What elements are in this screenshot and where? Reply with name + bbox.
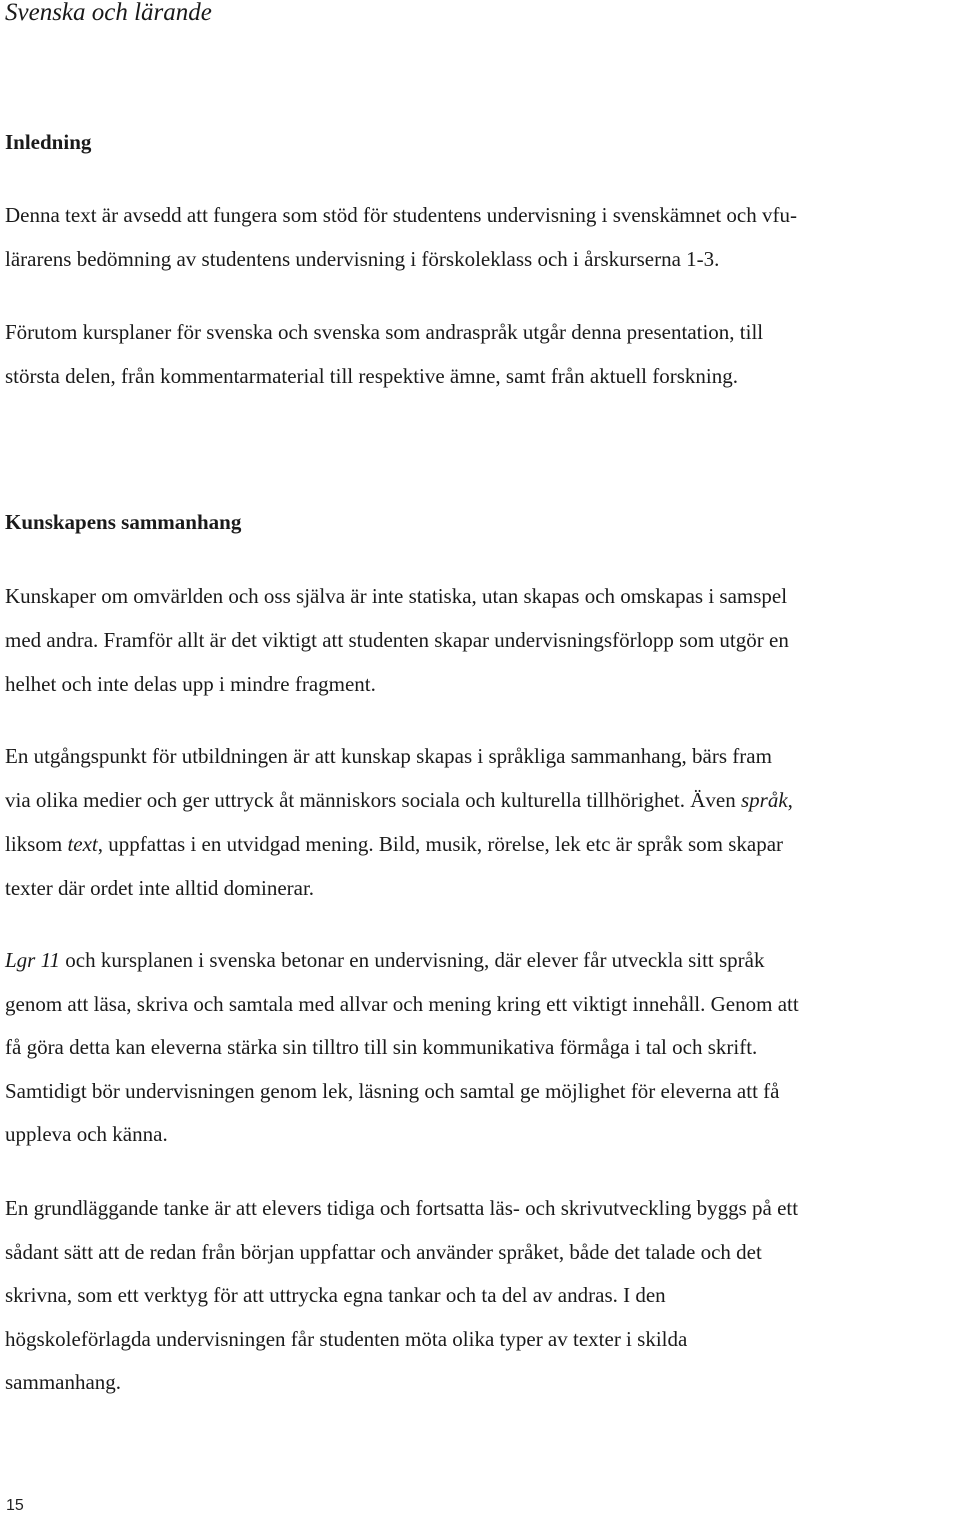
text-line: sådant sätt att de redan från början uppfattar och använder språket, både det talade och det [5, 1239, 762, 1264]
section-heading-context: Kunskapens sammanhang [5, 510, 242, 534]
context-paragraph-1 [5, 574, 789, 706]
emphasis-text: text [67, 832, 98, 856]
text-line [5, 778, 793, 822]
text-line: sammanhang. [5, 1370, 122, 1394]
intro-paragraph-2 [5, 310, 763, 398]
text-line: skrivna, som ett verktyg för att uttrycka egna tankar och ta del av andras. I den [5, 1283, 666, 1307]
text-line [5, 822, 793, 866]
text-line: Denna text är avsedd att fungera som stöd för studentens undervisning i svenskämnet och vfu- [5, 203, 797, 227]
text-line: Förutom kursplaner för svenska och svenska som andraspråk utgår denna presentation, till [5, 320, 764, 344]
text-run: och kursplanen i svenska betonar en undervisning, där elever får utveckla sitt språk [60, 948, 765, 972]
emphasis-text: språk [740, 788, 788, 812]
text-line: En utgångspunkt för utbildningen är att kunskap skapas i språkliga sammanhang, bärs fram [5, 744, 772, 768]
text-run: via olika medier och ger uttryck åt människors sociala och kulturella tillhörighet. Även [5, 788, 741, 812]
text-line: största delen, från kommentarmaterial till respektive ämne, samt från aktuell forskning. [5, 364, 739, 388]
text-line [5, 938, 799, 982]
text-line: få göra detta kan eleverna stärka sin tilltro till sin kommunikativa förmåga i tal och skrift. [5, 1035, 758, 1059]
chapter-title: Svenska och lärande [5, 0, 212, 26]
text-line: texter där ordet inte alltid dominerar. [5, 876, 315, 900]
text-line: högskoleförlagda undervisningen får studenten möta olika typer av texter i skilda [5, 1326, 688, 1351]
text-run: , uppfattas i en utvidgad mening. Bild, musik, rörelse, lek etc är språk som skapar [97, 832, 784, 856]
intro-paragraph-1 [5, 193, 797, 281]
text-line: Samtidigt bör undervisningen genom lek, läsning och samtal ge möjlighet för eleverna att få [5, 1078, 780, 1103]
text-line: En grundläggande tanke är att elevers tidiga och fortsatta läs- och skrivutveckling byggs på ett [5, 1196, 799, 1220]
text-run: , [787, 788, 793, 812]
text-line: helhet och inte delas upp i mindre fragment. [5, 672, 376, 696]
context-paragraph-2 [5, 734, 793, 910]
text-line: Kunskaper om omvärlden och oss själva är inte statiska, utan skapas och omskapas i samspel [5, 584, 788, 608]
text-line: uppleva och känna. [5, 1122, 168, 1146]
section-heading-intro: Inledning [5, 130, 92, 154]
text-run: liksom [5, 832, 68, 856]
text-line: lärarens bedömning av studentens undervisning i förskoleklass och i årskurserna 1-3. [5, 247, 720, 271]
context-paragraph-3 [5, 938, 799, 1156]
context-paragraph-4 [5, 1186, 798, 1404]
text-line: genom att läsa, skriva och samtala med allvar och mening kring ett viktigt innehåll. Genom att [5, 991, 799, 1016]
emphasis-text: Lgr 11 [5, 948, 61, 972]
text-line: med andra. Framför allt är det viktigt att studenten skapar undervisningsförlopp som utgör en [5, 628, 789, 652]
page-number: 15 [6, 1497, 24, 1514]
